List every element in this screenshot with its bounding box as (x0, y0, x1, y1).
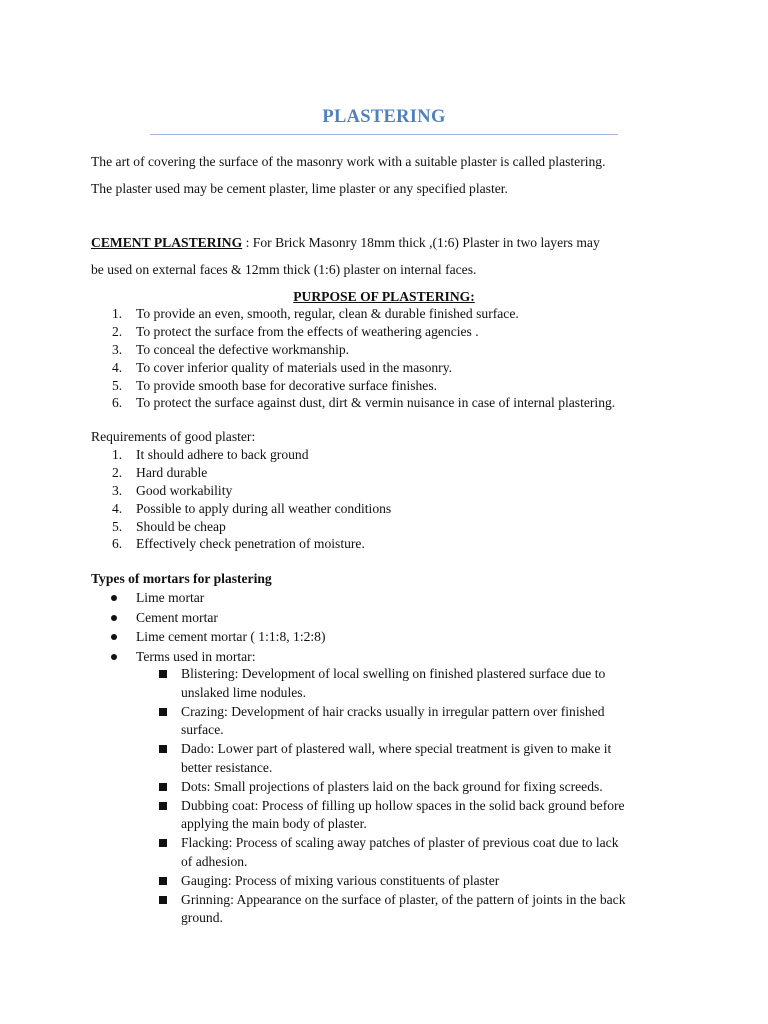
list-number: 3. (112, 341, 123, 357)
term-item (0, 872, 768, 891)
purpose-heading: PURPOSE OF PLASTERING: (293, 289, 475, 304)
cement-text-line-1: For Brick Masonry 18mm thick ,(1:6) Plaster in two layers may (252, 235, 600, 250)
square-bullet-icon (159, 877, 167, 885)
term-text (181, 891, 681, 929)
list-text: Should be cheap (136, 518, 226, 534)
bullet-icon (111, 615, 117, 621)
list-number: 4. (112, 359, 123, 375)
term-item (0, 665, 768, 703)
term-item (0, 740, 768, 778)
square-bullet-icon (159, 783, 167, 791)
term-text (181, 703, 681, 741)
list-number: 1. (112, 447, 123, 462)
square-bullet-icon (159, 670, 167, 678)
list-text: Lime cement mortar ( 1:1:8, 1:2:8) (136, 629, 326, 644)
cement-separator: : (242, 235, 253, 250)
term-line-1: Gauging: Process of mixing various constituents of plaster (181, 872, 500, 888)
list-text: To cover inferior quality of materials used in the masonry. (136, 359, 453, 375)
term-line-1: Blistering: Development of local swelling on finished plastered surface due to (181, 666, 606, 681)
cement-plastering-paragraph (91, 235, 600, 251)
cement-plastering-heading: CEMENT PLASTERING (91, 235, 243, 250)
list-text: It should adhere to back ground (136, 447, 309, 462)
term-line-1: Dubbing coat: Process of filling up hollow spaces in the solid back ground before (181, 797, 625, 813)
term-line-1: Dots: Small projections of plasters laid on the back ground for fixing screeds. (181, 778, 603, 794)
term-line-1: Flacking: Process of scaling away patches of plaster of previous coat due to lack (181, 835, 619, 851)
term-item (0, 778, 768, 797)
mortars-heading: Types of mortars for plastering (91, 571, 272, 586)
list-text: To provide an even, smooth, regular, clean & durable finished surface. (136, 306, 519, 321)
square-bullet-icon (159, 839, 167, 847)
intro-line-2: The plaster used may be cement plaster, lime plaster or any specified plaster. (91, 181, 508, 196)
list-text: Effectively check penetration of moisture. (136, 536, 365, 552)
square-bullet-icon (159, 708, 167, 716)
term-text (181, 797, 681, 835)
term-line-1: Grinning: Appearance on the surface of plaster, of the pattern of joints in the back (181, 891, 626, 907)
square-bullet-icon (159, 896, 167, 904)
bullet-icon (111, 654, 117, 660)
list-number: 5. (112, 377, 123, 393)
list-text: Possible to apply during all weather conditions (136, 500, 392, 516)
list-number: 6. (112, 395, 123, 411)
term-text (181, 872, 681, 891)
term-line-1: Dado: Lower part of plastered wall, where special treatment is given to make it (181, 741, 612, 757)
term-line-2: unslaked lime nodules. (181, 684, 306, 700)
list-number: 1. (112, 306, 123, 321)
term-text (181, 740, 681, 778)
term-line-2: better resistance. (181, 759, 273, 775)
term-text (181, 665, 681, 703)
cement-text-line-2: be used on external faces & 12mm thick (1:6) plaster on internal faces. (91, 262, 477, 277)
list-number: 3. (112, 482, 123, 498)
term-line-2: ground. (181, 910, 223, 926)
list-number: 4. (112, 500, 123, 516)
page-title: PLASTERING (322, 107, 446, 127)
title-divider (150, 134, 618, 135)
list-text: To conceal the defective workmanship. (136, 341, 350, 357)
list-text: To protect the surface from the effects of weathering agencies . (136, 323, 479, 339)
list-number: 6. (112, 536, 123, 552)
term-line-1: Crazing: Development of hair cracks usually in irregular pattern over finished (181, 703, 605, 719)
list-text: Good workability (136, 482, 233, 498)
term-line-2: applying the main body of plaster. (181, 816, 367, 832)
list-text: Lime mortar (136, 590, 205, 605)
term-item (0, 891, 768, 929)
terms-list (0, 665, 768, 928)
list-text: Terms used in mortar: (136, 648, 256, 664)
term-text (181, 778, 681, 797)
list-number: 5. (112, 518, 123, 534)
square-bullet-icon (159, 745, 167, 753)
list-text: To protect the surface against dust, dirt & vermin nuisance in case of internal plastering. (136, 395, 616, 411)
square-bullet-icon (159, 802, 167, 810)
term-text (181, 834, 681, 872)
list-number: 2. (112, 464, 123, 480)
bullet-icon (111, 595, 117, 601)
term-line-2: of adhesion. (181, 853, 248, 869)
list-text: Cement mortar (136, 609, 218, 625)
term-item (0, 834, 768, 872)
list-text: Hard durable (136, 464, 208, 480)
term-item (0, 797, 768, 835)
list-number: 2. (112, 323, 123, 339)
bullet-icon (111, 634, 117, 640)
list-text: To provide smooth base for decorative surface finishes. (136, 377, 438, 393)
intro-line-1: The art of covering the surface of the masonry work with a suitable plaster is called plastering. (91, 154, 606, 169)
requirements-heading: Requirements of good plaster: (91, 429, 256, 444)
term-line-2: surface. (181, 722, 224, 738)
term-item (0, 703, 768, 741)
